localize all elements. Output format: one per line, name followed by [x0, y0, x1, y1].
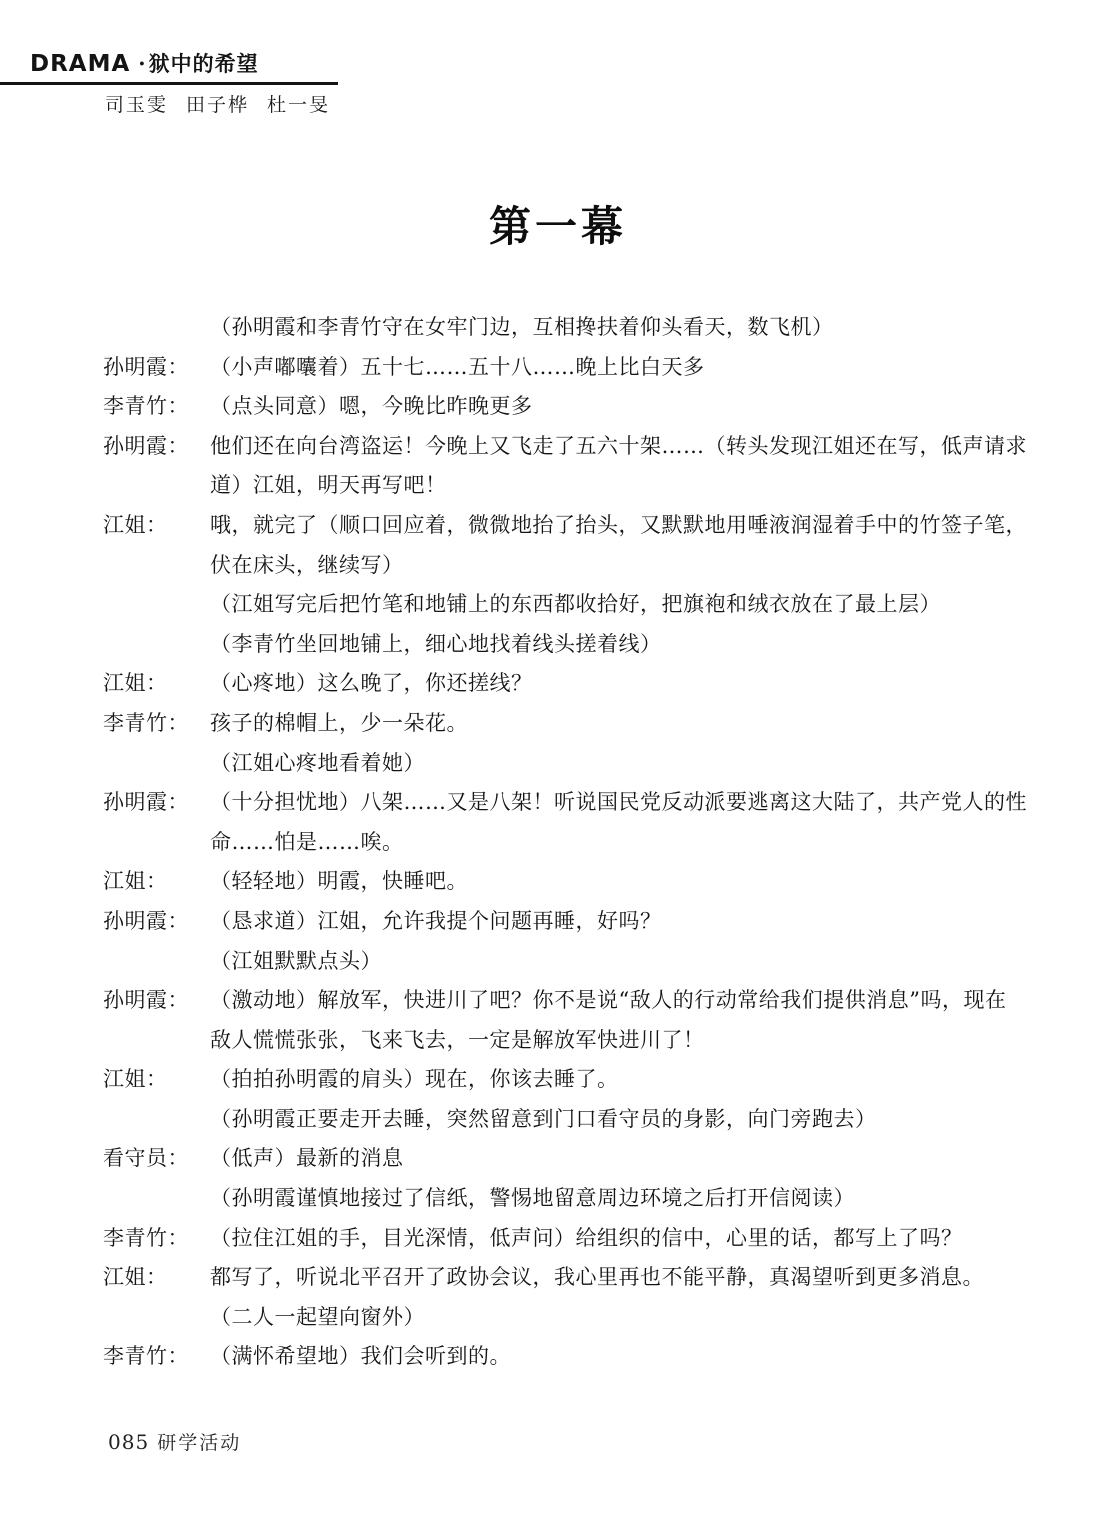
header-dot: · — [138, 51, 146, 76]
speaker-name: 孙明霞： — [103, 908, 189, 933]
header-title-row — [0, 50, 338, 80]
speaker-name — [103, 1021, 210, 1061]
line-text: （小声嘟囔着）五十七……五十八……晚上比白天多 — [210, 354, 705, 379]
line-text: 孩子的棉帽上，少一朵花。 — [210, 710, 468, 735]
line-text: 哦，就完了（顺口回应着，微微地抬了抬头，又默默地用唾液润湿着手中的竹签子笔， — [210, 512, 1027, 537]
speaker-name — [103, 1298, 210, 1338]
dialogue-line — [103, 902, 1018, 942]
dialogue-line — [103, 704, 1018, 744]
stage-direction-line — [103, 1100, 1018, 1140]
dialogue-continuation-line — [103, 1021, 1018, 1061]
line-text: （十分担忧地）八架……又是八架！听说国民党反动派要逃离这大陆了，共产党人的性 — [210, 790, 1027, 815]
line-text: （轻轻地）明霞，快睡吧。 — [210, 869, 468, 894]
line-text: （满怀希望地）我们会听到的。 — [210, 1344, 511, 1369]
line-text: 伏在床头，继续写） — [210, 552, 404, 577]
speaker-name: 孙明霞： — [103, 354, 189, 379]
dialogue-line — [103, 1258, 1018, 1298]
stage-direction-line — [103, 308, 1018, 348]
speaker-name: 江姐： — [103, 1067, 168, 1092]
line-text: （拉住江姐的手，目光深情，低声问）给组织的信中，心里的话，都写上了吗？ — [210, 1225, 963, 1250]
dialogue-continuation-line — [103, 823, 1018, 863]
line-text: （江姐心疼地看着她） — [210, 750, 425, 775]
speaker-name — [103, 308, 210, 348]
page-footer — [108, 1428, 241, 1455]
line-text: （低声）最新的消息 — [210, 1146, 404, 1171]
line-text: （心疼地）这么晚了，你还搓线？ — [210, 671, 533, 696]
speaker-name — [103, 1179, 210, 1219]
speaker-name — [103, 942, 210, 982]
line-text: （江姐写完后把竹笔和地铺上的东西都收拾好，把旗袍和绒衣放在了最上层） — [210, 592, 941, 617]
line-text: （激动地）解放军，快进川了吧？你不是说“敌人的行动常给我们提供消息”吗，现在 — [210, 988, 1007, 1013]
line-text: （二人一起望向窗外） — [210, 1304, 425, 1329]
dialogue-line — [103, 862, 1018, 902]
line-text: 他们还在向台湾盗运！今晚上又飞走了五六十架……（转头发现江姐还在写，低声请求 — [210, 433, 1027, 458]
script-body — [103, 308, 1027, 1377]
line-text: （点头同意）嗯，今晚比昨晚更多 — [210, 394, 533, 419]
speaker-name: 江姐： — [103, 512, 168, 537]
stage-direction-line — [103, 744, 1018, 784]
dialogue-line — [103, 1139, 1018, 1179]
footer-section: 研学活动 — [157, 1432, 242, 1454]
dialogue-continuation-line — [103, 466, 1018, 506]
dialogue-continuation-line — [103, 546, 1018, 586]
stage-direction-line — [103, 585, 1018, 625]
speaker-name: 江姐： — [103, 1265, 168, 1290]
speaker-name — [103, 585, 210, 625]
line-text: （拍拍孙明霞的肩头）现在，你该去睡了。 — [210, 1067, 619, 1092]
stage-direction-line — [103, 1298, 1018, 1338]
speaker-name — [103, 466, 210, 506]
speaker-name — [103, 625, 210, 665]
page-header — [0, 50, 338, 117]
line-text: （孙明霞正要走开去睡，突然留意到门口看守员的身影，向门旁跑去） — [210, 1106, 877, 1131]
dialogue-line — [103, 427, 1027, 467]
speaker-name — [103, 546, 210, 586]
speaker-name: 李青竹： — [103, 710, 189, 735]
dialogue-line — [103, 783, 1027, 823]
speaker-name — [103, 1100, 210, 1140]
line-text: （恳求道）江姐，允许我提个问题再睡，好吗？ — [210, 908, 662, 933]
header-rule — [0, 82, 338, 85]
speaker-name: 孙明霞： — [103, 988, 189, 1013]
speaker-name — [103, 823, 210, 863]
dialogue-line — [103, 387, 1018, 427]
column-title: 狱中的希望 — [148, 51, 259, 76]
magazine-label: DRAMA — [30, 51, 131, 77]
speaker-name: 李青竹： — [103, 1344, 189, 1369]
dialogue-line — [103, 1060, 1018, 1100]
speaker-name — [103, 744, 210, 784]
speaker-name: 孙明霞： — [103, 790, 189, 815]
line-text: （江姐默默点头） — [210, 948, 382, 973]
speaker-name: 江姐： — [103, 869, 168, 894]
dialogue-line — [103, 348, 1018, 388]
stage-direction-line — [103, 625, 1018, 665]
speaker-name: 江姐： — [103, 671, 168, 696]
speaker-name: 李青竹： — [103, 394, 189, 419]
dialogue-line — [103, 664, 1018, 704]
line-text: （李青竹坐回地铺上，细心地找着线头搓着线） — [210, 631, 662, 656]
page-number: 085 — [108, 1430, 150, 1454]
dialogue-line — [103, 1219, 1018, 1259]
line-text: 道）江姐，明天再写吧！ — [210, 473, 447, 498]
speaker-name: 看守员： — [103, 1146, 189, 1171]
dialogue-line — [103, 506, 1027, 546]
dialogue-line — [103, 1337, 1018, 1377]
stage-direction-line — [103, 942, 1018, 982]
speaker-name: 孙明霞： — [103, 433, 189, 458]
line-text: （孙明霞和李青竹守在女牢门边，互相搀扶着仰头看天，数飞机） — [210, 315, 834, 339]
line-text: （孙明霞谨慎地接过了信纸，警惕地留意周边环境之后打开信阅读） — [210, 1186, 855, 1211]
speaker-name: 李青竹： — [103, 1225, 189, 1250]
line-text: 敌人慌慌张张，飞来飞去，一定是解放军快进川了！ — [210, 1027, 705, 1052]
line-text: 都写了，听说北平召开了政协会议，我心里再也不能平静，真渴望听到更多消息。 — [210, 1265, 984, 1290]
line-text: 命……怕是……唉。 — [210, 829, 404, 854]
dialogue-line — [103, 981, 1018, 1021]
stage-direction-line — [103, 1179, 1018, 1219]
act-title: 第一幕 — [488, 202, 627, 251]
authors: 司玉雯 田子桦 杜一旻 — [104, 94, 330, 116]
